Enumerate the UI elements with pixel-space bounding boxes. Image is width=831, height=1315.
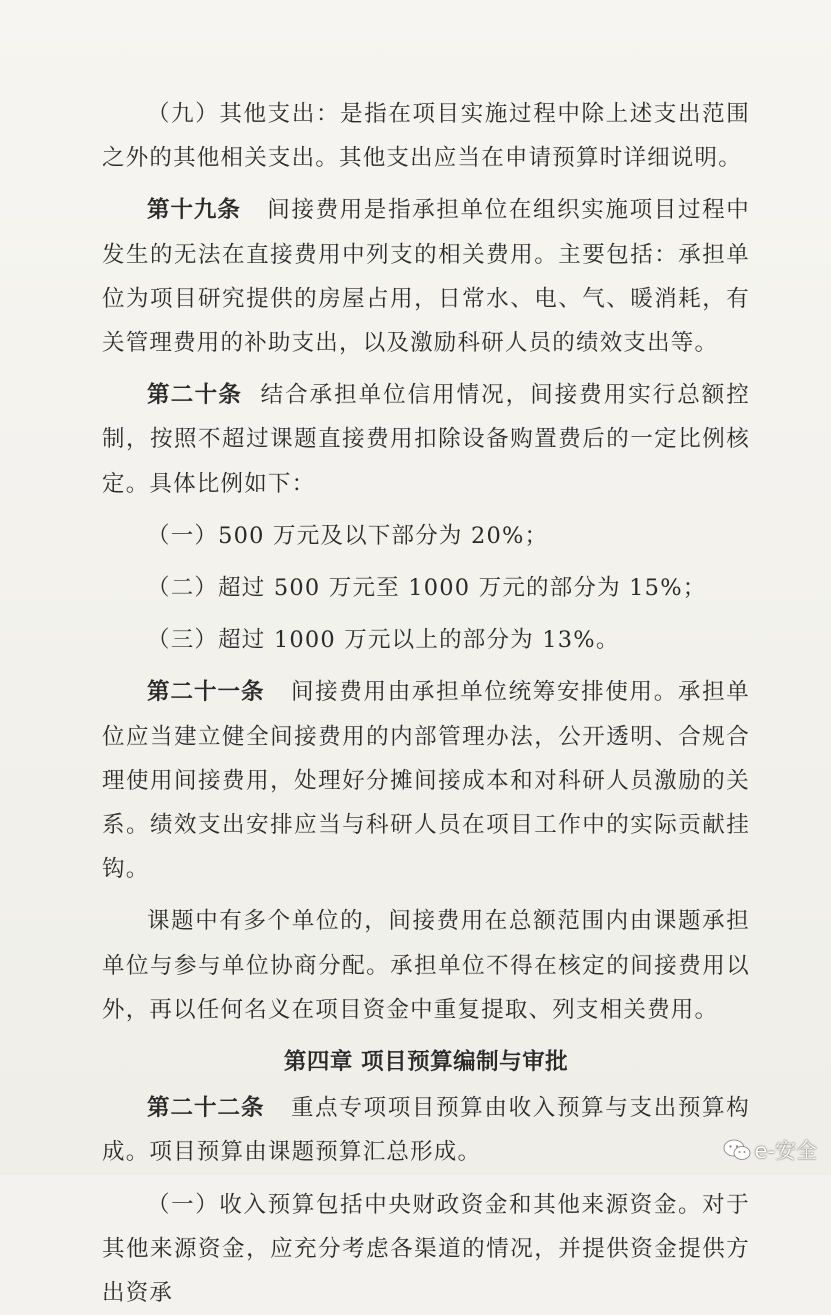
article-22-text: 重点专项项目预算由收入预算与支出预算构成。项目预算由课题预算汇总形成。 [102,1095,750,1166]
watermark [723,1135,818,1165]
document-body [102,92,750,1315]
article-21-heading: 第二十一条 [147,679,265,706]
article-21-paragraph-2: 课题中有多个单位的，间接费用在总额范围内由课题承担单位与参与单位协商分配。承担单位不得在核定的间接费用以外，再以任何名义在项目资金中重复提取、列支相关费用。 [102,908,750,1023]
wechat-icon [723,1138,751,1162]
article-19-text: 间接费用是指承担单位在组织实施项目过程中发生的无法在直接费用中列支的相关费用。主要包括：承担单位为项目研究提供的房屋占用，日常水、电、气、暖消耗，有关管理费用的补助支出，以及激励科研人员的绩效支出等。 [102,197,750,357]
ratio-list-item-2: （二）超过 500 万元至 1000 万元的部分为 15%； [147,575,707,602]
ratio-list-item-1: （一）500 万元及以下部分为 20%； [147,522,549,549]
article-20 [102,373,750,506]
article-19-heading: 第十九条 [147,197,241,224]
article-21 [102,670,750,891]
article-22 [102,1086,750,1174]
article-19 [102,188,750,365]
ratio-list-item-3: （三）超过 1000 万元以上的部分为 13%。 [147,627,620,654]
article-20-text: 结合承担单位信用情况，间接费用实行总额控制，按照不超过课题直接费用扣除设备购置费后的一定比例核定。具体比例如下： [102,382,750,497]
article-20-heading: 第二十条 [147,382,243,409]
article-22-heading: 第二十二条 [147,1095,265,1122]
article-21-text: 间接费用由承担单位统筹安排使用。承担单位应当建立健全间接费用的内部管理办法，公开透明、合规合理使用间接费用，处理好分摊间接成本和对科研人员激励的关系。绩效支出安排应当与科研人员在项目工作中的实际贡献挂钩。 [102,679,750,883]
paragraph-item-9: （九）其他支出：是指在项目实施过程中除上述支出范围之外的其他相关支出。其他支出应当在申请预算时详细说明。 [102,101,750,172]
chapter-heading: 第四章 项目预算编制与审批 [283,1049,569,1076]
article-22-item-1: （一）收入预算包括中央财政资金和其他来源资金。对于其他来源资金，应充分考虑各渠道的情况，并提供资金提供方出资承 [102,1191,750,1307]
watermark-text: e-安全 [754,1139,817,1163]
